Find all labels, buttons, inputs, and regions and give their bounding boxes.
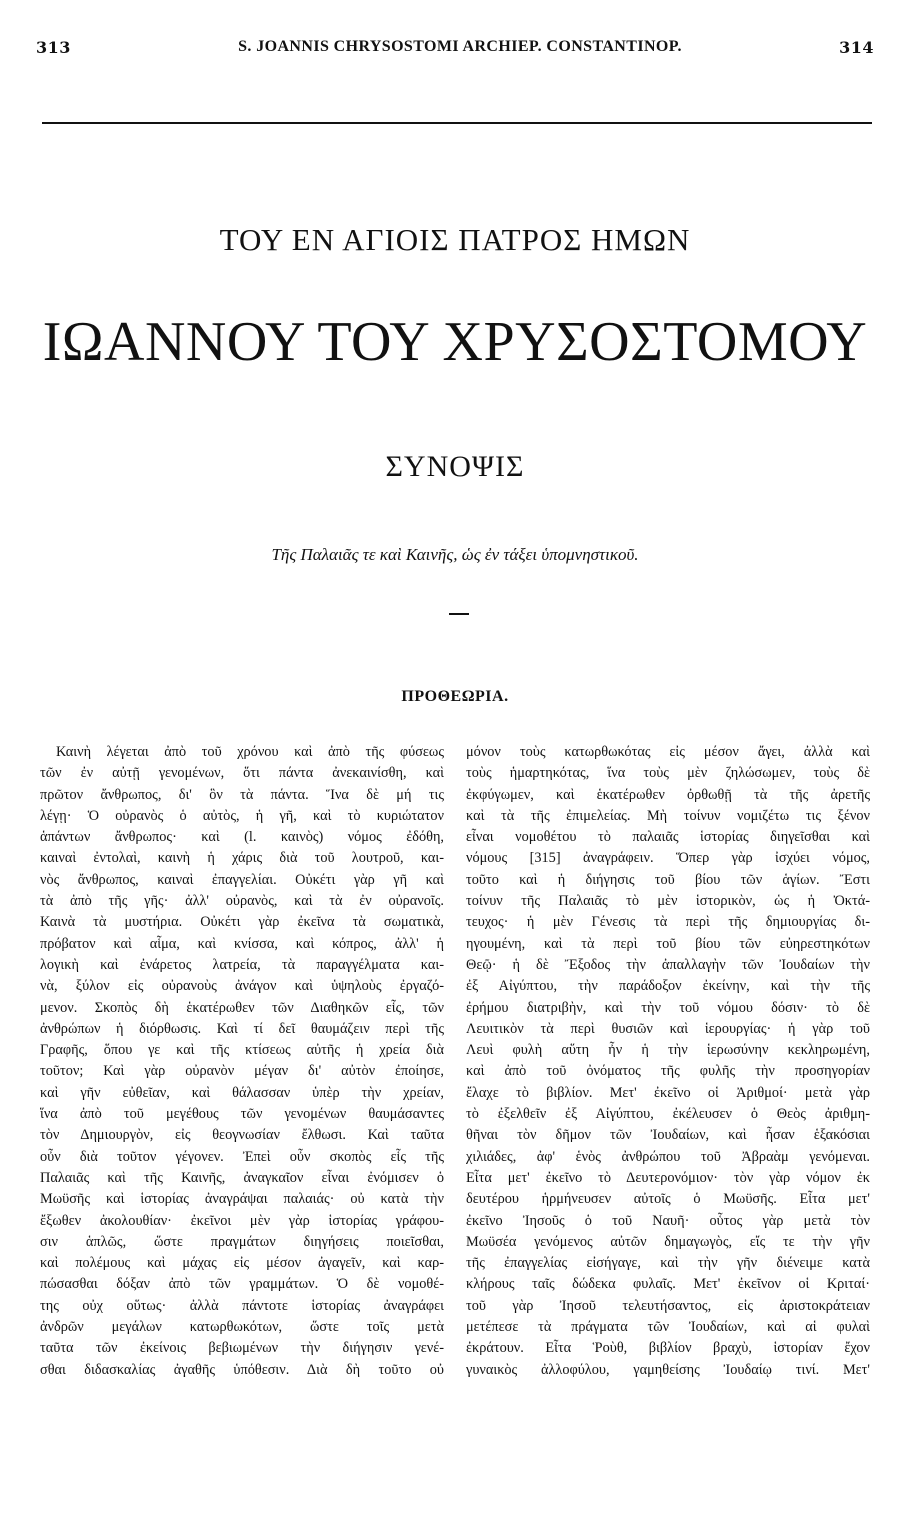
text-line: πρόβατον καὶ αἷμα, καὶ κνίσσα, καὶ κόπρος, ἀλλ' ἡ [40, 935, 444, 952]
text-line: Παλαιᾶς καὶ τῆς Καινῆς, ἀναγκαῖον εἶναι ἐνόμισεν ὁ [40, 1169, 444, 1186]
text-line: νόμους [315] ἀναγράφειν. Ὅπερ γὰρ ἰσχύει νόμος, [466, 850, 870, 867]
text-line: ἐρήμου διατριβὴν, καὶ τὴν τοῦ νόμου δόσιν· τὸ δὲ [466, 999, 870, 1016]
text-line: ἵνα ἀπὸ τοῦ μεγέθους τῶν γενομένων θαυμάσαντες [40, 1106, 444, 1123]
text-line: ἁπάντων ἄνθρωπος· καὶ (l. καινὸς) νόμος ἐδόθη, [40, 829, 444, 846]
text-line: Καινὰ τὰ μυστήρια. Οὐκέτι γὰρ ἐκεῖνα τὰ σωματικὰ, [40, 914, 444, 931]
text-line: εἶναι νομοθέτου τὸ παλαιᾶς ἱστορίας διηγεῖσθαι καὶ [466, 829, 870, 846]
text-line: Θεῷ· ἡ δὲ Ἔξοδος τὴν ἀπαλλαγὴν τῶν Ἰουδαίων τὴν [466, 956, 870, 973]
text-line: ἐκφύγωμεν, καὶ ἑκατέρωθεν ὀρθωθῇ τὰ τῆς ἀρετῆς [466, 786, 870, 803]
text-line: τῶν ἐν αὐτῇ γενομένων, ὅτι πάντα ἀνεκαινίσθη, καὶ [40, 765, 444, 782]
text-line: θῆναι τὸν δῆμον τῶν Ἰουδαίων, καὶ ἦσαν ἑξακόσιαι [466, 1127, 870, 1144]
text-line: Γραφῆς, ὅπου γε καὶ τῆς κτίσεως αὐτῆς ἡ χρεία διὰ [40, 1042, 444, 1059]
text-line: τὰ ἀπὸ τῆς γῆς· ἀλλ' οὐρανὸς, καὶ τὰ ἐν οὐρανοῖς. [40, 893, 444, 910]
text-line: ἀνθρώπων ἡ διόρθωσις. Καὶ τί δεῖ θαυμάζειν περὶ τῆς [40, 1020, 444, 1037]
text-line: ἔξωθεν ἀκολουθίαν· ἐκεῖνοι μὲν γὰρ ἱστορίας γράφου- [40, 1212, 444, 1229]
text-line: τῆς ἐπαγγελίας εἰσήγαγε, καὶ τὴν γῆν διένειμε κατὰ [466, 1255, 870, 1272]
text-line: μενον. Σκοπὸς δὴ ἑκατέρωθεν τῶν Διαθηκῶν εἷς, τῶν [40, 999, 444, 1016]
heading-line-1: ΤΟΥ ΕΝ ΑΓΙΟΙΣ ΠΑΤΡΟΣ ΗΜΩΝ [219, 222, 691, 257]
text-line: οὖν διὰ τοῦτον γέγονεν. Ἐπεὶ οὖν σκοπὸς εἷς τῆς [40, 1148, 444, 1165]
heading-subtitle: Τῆς Παλαιᾶς τε καὶ Καινῆς, ὡς ἐν τάξει ὑπομνηστικοῦ. [271, 545, 639, 564]
text-line: γυναικὸς ἀλλοφύλου, γαμηθείσης Ἰουδαίῳ τινί. Μετ' [466, 1361, 870, 1378]
text-line: καὶ γῆν εὐθεῖαν, καὶ θάλασσαν ὑπὲρ τὴν χρείαν, [40, 1084, 444, 1101]
text-line: κλήρους ταῖς δώδεκα φυλαῖς. Μετ' ἐκεῖνον οἱ Κριταί· [466, 1276, 870, 1293]
text-line: ταῦτα τῶν ἐκείνοις βεβιωμένων τὴν διήγησιν γενέ- [40, 1340, 444, 1357]
text-line: Μωϋσῆς καὶ ἱστορίας ἀναγράψαι παλαιάς· οὐ κατὰ τὴν [40, 1191, 444, 1208]
text-line: της οὐχ οὕτως· ἀλλὰ πάντοτε ἱστορίας ἀναγράφει [40, 1297, 444, 1314]
text-line: τοίνυν τῆς Παλαιᾶς τὸ μὲν ἱστορικὸν, ὡς ἡ Ὀκτά- [466, 893, 870, 910]
text-line: δευτέρου ἡρμήνευσεν αὐτοῖς ὁ Μωϋσῆς. Εἶτα μετ' [466, 1191, 870, 1208]
text-line: ἀνδρῶν μεγάλων κατωρθωκότων, ὥστε τοῖς μετὰ [40, 1319, 444, 1336]
text-line: Εἶτα μετ' ἐκεῖνο τὸ Δευτερονόμιον· τὸν γὰρ νόμον ἐκ [466, 1169, 870, 1186]
text-line: καὶ τὰ τῆς ἐπιμελείας. Μὴ τοίνυν νομιζέτω τις ξένον [466, 807, 870, 824]
text-line: λογικὴ καὶ ἐνάρετος λατρεία, τὰ παραγγέλματα και- [40, 956, 444, 973]
text-line: καὶ ἀπὸ τοῦ ὀνόματος τῆς φυλῆς τὴν προσηγορίαν [466, 1063, 870, 1080]
text-line: χιλιάδες, ἀφ' ἑνὸς ἀνθρώπου τοῦ Ἀβραὰμ γενόμεναι. [466, 1148, 870, 1165]
text-line: Καινὴ λέγεται ἀπὸ τοῦ χρόνου καὶ ἀπὸ τῆς φύσεως [56, 744, 444, 760]
text-line: ἐκράτουν. Εἶτα Ῥοὺθ, βιβλίον βραχὺ, ἱστορίαν ἔχον [466, 1340, 870, 1357]
text-line: τὸ ἐξελθεῖν ἐξ Αἰγύπτου, ἐκέλευσεν ὁ Θεὸς ἀριθμη- [466, 1106, 870, 1123]
text-line: τὸν Δημιουργὸν, εἰς θεογνωσίαν ἔλθωσι. Καὶ ταῦτα [40, 1127, 444, 1144]
text-line: τευχος· ἡ μὲν Γένεσις τὰ περὶ τῆς δημιουργίας δι- [466, 914, 870, 931]
text-line: ἐκεῖνο Ἰησοῦς ὁ τοῦ Ναυῆ· οὗτος γὰρ μετὰ τὸν [466, 1212, 870, 1229]
heading-author-name: ΙΩΑΝΝΟΥ ΤΟΥ ΧΡΥΣΟΣΤΟΜΟΥ [42, 311, 868, 373]
page-number-left: 313 [36, 38, 71, 57]
text-line: Λευιτικὸν τὰ περὶ θυσιῶν καὶ ἱερουργίας· ἡ γὰρ τοῦ [466, 1020, 870, 1037]
text-line: μόνον τοὺς κατωρθωκότας εἰς μέσον ἄγει, ἀλλὰ καὶ [466, 744, 870, 760]
text-line: ηγουμένη, καὶ τὰ περὶ τοῦ βίου τῶν εὐηρεστηκότων [466, 935, 870, 952]
text-line: ἐξ Αἰγύπτου, τὴν παράδοξον ἐκείνην, καὶ τὴν τῆς [466, 978, 870, 995]
text-line: καὶ πολέμους καὶ μάχας εἰς μέσον ἀγαγεῖν, καὶ καρ- [40, 1255, 444, 1272]
text-line: τοῦ γὰρ Ἰησοῦ τελευτήσαντος, εἰς ἀριστοκράτειαν [466, 1297, 870, 1314]
text-column-left [40, 742, 444, 1381]
page-number-right: 314 [839, 38, 874, 57]
text-line: μετέπεσε τὰ πράγματα τῶν Ἰουδαίων, καὶ αἱ φυλαὶ [466, 1319, 870, 1336]
text-line: νὰ, ξύλον εἰς οὐρανοὺς ἀνάγον καὶ ὑψηλοὺς ἐργαζό- [40, 978, 444, 995]
text-line: πώσασθαι δόξαν ἀπὸ τῶν γραμμάτων. Ὁ δὲ νομοθέ- [40, 1276, 444, 1293]
text-column-right [466, 742, 870, 1381]
text-line: Λευὶ φυλὴ αὕτη ἦν ἡ τὴν ἱερωσύνην κεκληρωμένη, [466, 1042, 870, 1059]
text-line: σιν ἁπλῶς, ὥστε πραγμάτων διηγήσεις ποιεῖσθαι, [40, 1233, 444, 1250]
heading-work-title: ΣΥΝΟΨΙΣ [385, 450, 525, 483]
text-line: σθαι διδασκαλίας ἀγαθῆς ὑπόθεσιν. Διὰ δὴ τοῦτο οὐ [40, 1361, 444, 1378]
header-rule [42, 122, 872, 124]
text-line: τοῦτον; Καὶ γὰρ οὐρανὸν μέγαν δι' αὐτὸν ἐποίησε, [40, 1063, 444, 1080]
text-line: νὸς ἄνθρωπος, καιναὶ ἐπαγγελίαι. Οὐκέτι γὰρ γῆ καὶ [40, 871, 444, 888]
running-head [0, 38, 910, 64]
text-line: Μωϋσέα γενόμενος αὐτῶν δημαγωγὸς, εἴς τε τὴν γῆν [466, 1233, 870, 1250]
text-line: τοὺς ἡμαρτηκότας, ἵνα τοὺς μὲν ζηλώσωμεν, τοὺς δὲ [466, 765, 870, 782]
text-line: πρῶτον ἄνθρωπος, δι' ὃν τὰ πάντα. Ἵνα δὲ μή τις [40, 786, 444, 803]
text-line: τοῦτο καὶ ἡ διήγησις τοῦ βίου τῶν ἁγίων. Ἔστι [466, 871, 870, 888]
text-line: λέγῃ· Ὁ οὐρανὸς ὁ αὐτὸς, ἡ γῆ, καὶ τὸ κυριώτατον [40, 807, 444, 824]
running-title: S. JOANNIS CHRYSOSTOMI ARCHIEP. CONSTANTINOP. [238, 38, 682, 55]
separator-dash [449, 613, 469, 615]
text-line: καιναὶ ἐντολαὶ, καινὴ ἡ χάρις διὰ τοῦ λουτροῦ, και- [40, 850, 444, 867]
text-line: ἔλαχε τὸ βιβλίον. Μετ' ἐκεῖνο οἱ Ἀριθμοί· μετὰ γὰρ [466, 1084, 870, 1101]
section-title: ΠΡΟΘΕΩΡΙΑ. [401, 688, 509, 705]
